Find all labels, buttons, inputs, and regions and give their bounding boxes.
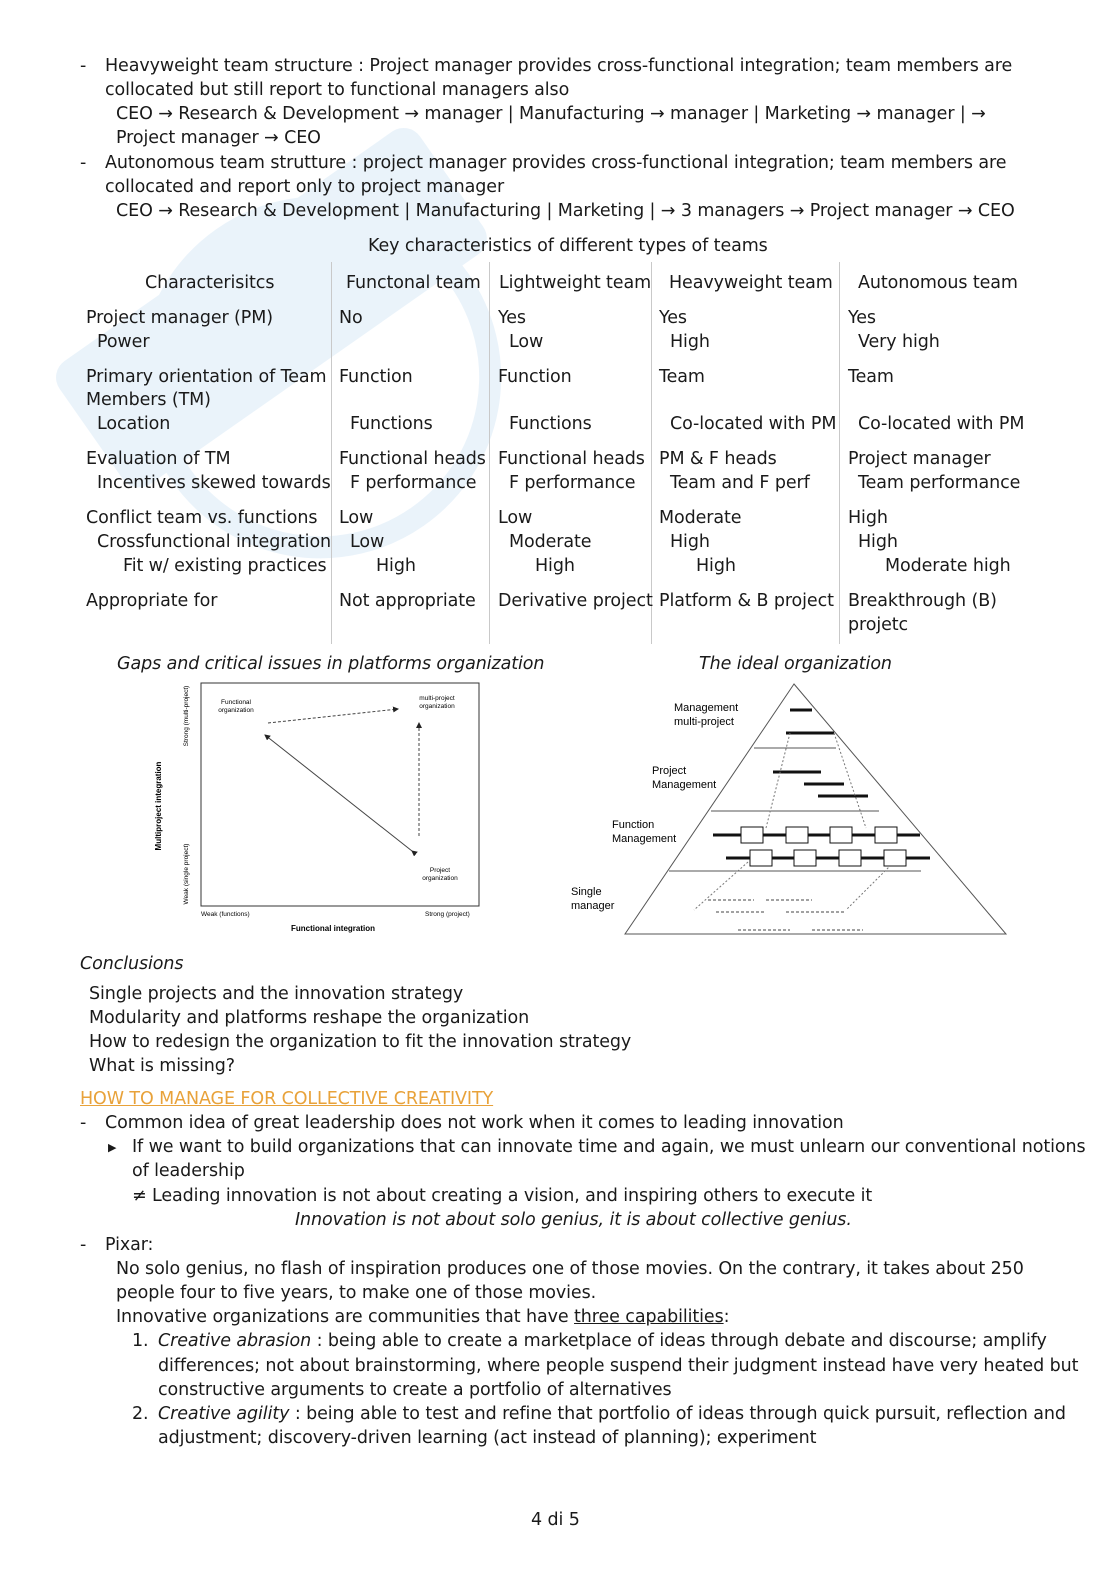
table-cell: High — [670, 332, 710, 352]
three-capabilities-link: three capabilities — [574, 1307, 724, 1327]
table-cell: Not appropriate — [339, 591, 476, 611]
platforms-gap-diagram — [148, 678, 488, 940]
column-divider — [489, 262, 490, 644]
x-axis-weak: Weak (functions) — [201, 911, 250, 918]
chain-autonomous: CEO → Research & Development | Manufacturing | Marketing | → 3 managers → Project manager → CEO — [116, 201, 1015, 221]
chain-heavyweight-1: CEO → Research & Development → manager | Manufacturing → manager | Marketing → manager | → — [116, 104, 986, 124]
table-cell: F performance — [350, 473, 477, 493]
y-axis-weak: Weak (single project) — [183, 843, 190, 905]
conclusion-item: How to redesign the organization to fit the innovation strategy — [89, 1032, 632, 1052]
capability-creative-abrasion: Creative abrasion : being able to create a marketplace of ideas through debate and discourse; amplify — [158, 1331, 1047, 1351]
table-cell: Yes — [659, 308, 687, 328]
list-number: 2. — [132, 1404, 149, 1424]
conclusions-title: Conclusions — [80, 954, 184, 974]
table-cell: Low — [498, 508, 533, 528]
table-cell: Functional heads — [339, 449, 486, 469]
page-number: 4 di 5 — [531, 1510, 580, 1530]
table-title: Key characteristics of different types of teams — [368, 236, 768, 256]
row-label: Project manager (PM) — [86, 308, 273, 328]
table-header: Lightweight team — [499, 273, 652, 293]
conclusion-item: What is missing? — [89, 1056, 235, 1076]
table-cell: Moderate high — [885, 556, 1011, 576]
table-cell: High — [376, 556, 416, 576]
table-cell: PM & F heads — [659, 449, 777, 469]
y-axis-label: Multiproject integration — [154, 761, 163, 851]
arrow-functional-to-multi — [268, 709, 398, 723]
table-cell: F performance — [509, 473, 636, 493]
not-equal-statement: ≠ Leading innovation is not about creating a vision, and inspiring others to execute it — [132, 1186, 873, 1206]
bullet-autonomous-cont: collocated and report only to project manager — [105, 177, 505, 197]
capability-creative-agility: Creative agility : being able to test and refine that portfolio of ideas through quick pursuit, reflection and — [158, 1404, 1066, 1424]
row-label: Evaluation of TM — [86, 449, 231, 469]
table-cell: Project manager — [848, 449, 991, 469]
row-label: Incentives skewed towards — [97, 473, 331, 493]
table-cell: Function — [339, 367, 413, 387]
conclusion-item: Modularity and platforms reshape the organization — [89, 1008, 530, 1028]
table-cell: Platform & B project — [659, 591, 834, 611]
level-single-manager: manager — [571, 900, 615, 912]
chain-heavyweight-2: Project manager → CEO — [116, 128, 321, 148]
table-cell: Moderate — [659, 508, 742, 528]
table-cell: Co-located with PM — [670, 414, 837, 434]
pixar-text: No solo genius, no flash of inspiration produces one of those movies. On the contrary, it takes about 250 — [116, 1259, 1024, 1279]
arrow-functional-project — [265, 735, 412, 851]
table-cell: Low — [339, 508, 374, 528]
table-cell: Low — [350, 532, 385, 552]
level-function-management: Function — [612, 819, 655, 831]
table-header: Heavyweight team — [669, 273, 833, 293]
level-management-multi-project: multi-project — [674, 716, 734, 728]
table-cell: High — [670, 532, 710, 552]
row-label: Appropriate for — [86, 591, 218, 611]
bullet-leadership: Common idea of great leadership does not work when it comes to leading innovation — [105, 1113, 844, 1133]
table-cell: Team — [659, 367, 705, 387]
row-label: Crossfunctional integration — [97, 532, 332, 552]
row-label: Primary orientation of Team — [86, 367, 327, 387]
table-cell: Moderate — [509, 532, 592, 552]
bullet-dash: - — [80, 1235, 87, 1255]
table-cell: Functions — [350, 414, 433, 434]
row-label: Location — [97, 414, 171, 434]
table-cell: Yes — [498, 308, 526, 328]
conclusion-item: Single projects and the innovation strategy — [89, 984, 464, 1004]
table-header: Autonomous team — [858, 273, 1018, 293]
node-project-organization: organization — [422, 875, 458, 882]
list-number: 1. — [132, 1331, 149, 1351]
table-header: Characterisitcs — [145, 273, 275, 293]
row-label: Members (TM) — [86, 390, 211, 410]
sub-bullet-unlearn-cont: of leadership — [132, 1161, 245, 1181]
table-cell: Function — [498, 367, 572, 387]
x-axis-strong: Strong (project) — [425, 911, 470, 918]
node-multi-project-organization: organization — [419, 703, 455, 710]
table-header: Functonal team — [346, 273, 481, 293]
table-cell: High — [535, 556, 575, 576]
table-cell: Low — [509, 332, 544, 352]
bullet-dash: - — [80, 56, 87, 76]
bullet-autonomous: Autonomous team strutture : project manager provides cross-functional integration; team members are — [105, 153, 1007, 173]
triangle-bullet-icon: ▶ — [108, 1141, 117, 1154]
x-axis-label: Functional integration — [291, 924, 375, 933]
level-function-management: Management — [612, 833, 677, 845]
table-cell: Very high — [858, 332, 940, 352]
table-cell: Team and F perf — [670, 473, 810, 493]
column-divider — [651, 262, 652, 644]
row-label: Fit w/ existing practices — [123, 556, 327, 576]
bullet-heavyweight: Heavyweight team structure : Project manager provides cross-functional integration; team members are — [105, 56, 1013, 76]
table-cell: projetc — [848, 615, 909, 635]
table-cell: Team performance — [858, 473, 1021, 493]
row-label: Conflict team vs. functions — [86, 508, 318, 528]
y-axis-strong: Strong (multi-project) — [183, 685, 190, 747]
capability-text: constructive arguments to create a portfolio of alternatives — [158, 1380, 672, 1400]
capabilities-intro: Innovative organizations are communities that have three capabilities: — [116, 1307, 730, 1327]
table-cell: Functional heads — [498, 449, 645, 469]
node-project-organization: Project — [429, 867, 451, 874]
figure-caption-left: Gaps and critical issues in platforms organization — [117, 654, 545, 674]
table-cell: Breakthrough (B) — [848, 591, 997, 611]
table-cell: High — [848, 508, 888, 528]
table-cell: No — [339, 308, 363, 328]
table-cell: High — [858, 532, 898, 552]
table-cell: Derivative project — [498, 591, 653, 611]
node-functional-organization: organization — [218, 707, 254, 714]
column-divider — [331, 262, 332, 644]
ideal-organization-pyramid — [568, 678, 1012, 940]
collective-genius-quote: Innovation is not about solo genius, it is about collective genius. — [295, 1210, 852, 1230]
capability-text: adjustment; discovery-driven learning (act instead of planning); experiment — [158, 1428, 817, 1448]
section-heading: HOW TO MANAGE FOR COLLECTIVE CREATIVITY — [80, 1089, 494, 1109]
node-functional-organization: Functional — [221, 699, 251, 706]
level-management-multi-project: Management — [674, 702, 739, 714]
level-project-management: Management — [652, 779, 717, 791]
bullet-pixar: Pixar: — [105, 1235, 154, 1255]
bullet-heavyweight-cont: collocated but still report to functional managers also — [105, 80, 570, 100]
bullet-dash: - — [80, 153, 87, 173]
figure-caption-right: The ideal organization — [699, 654, 892, 674]
table-cell: Functions — [509, 414, 592, 434]
row-label: Power — [97, 332, 150, 352]
table-cell: Team — [848, 367, 894, 387]
table-cell: Yes — [848, 308, 876, 328]
node-multi-project-organization: multi-project — [419, 695, 455, 702]
pixar-text: people four to five years, to make one of those movies. — [116, 1283, 597, 1303]
table-cell: Co-located with PM — [858, 414, 1025, 434]
sub-bullet-unlearn: If we want to build organizations that can innovate time and again, we must unlearn our conventional notions — [132, 1137, 1086, 1157]
level-project-management: Project — [652, 765, 687, 777]
capability-text: differences; not about brainstorming, where people suspend their judgment instead have very heated but — [158, 1356, 1079, 1376]
column-divider — [839, 262, 840, 644]
level-single-manager: Single — [571, 886, 602, 898]
table-cell: High — [696, 556, 736, 576]
bullet-dash: - — [80, 1113, 87, 1133]
